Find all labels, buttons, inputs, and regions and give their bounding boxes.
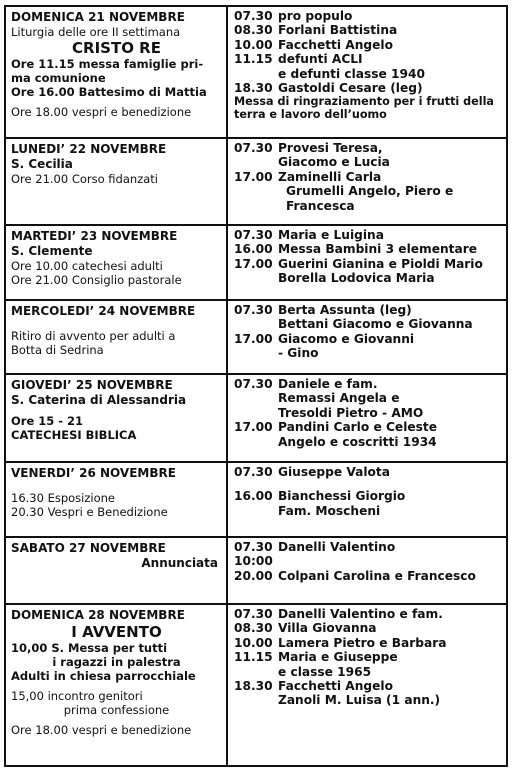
row-friday-right [228,463,506,538]
mass-entry: 17.00 Guerini Gianina e Pioldi Mario [234,256,483,271]
mass-entry: 17.00 Giacomo e Giovanni [234,331,415,346]
event-line: Adulti in chiesa parrocchiale [11,669,196,683]
mass-entry-cont: Francesca [286,198,355,213]
event-line: i ragazzi in palestra [52,655,181,669]
row-saturday-left [6,538,228,605]
mass-entry-cont: Zanoli M. Luisa (1 ann.) [278,693,441,708]
feast-title: CRISTO RE [72,39,161,57]
mass-entry: 07.30 Danelli Valentino [234,540,396,554]
event-line: Ore 11.15 messa famiglie pri- [11,57,204,71]
mass-entry-cont: - Gino [278,346,319,361]
event-line: Botta di Sedrina [11,343,104,357]
mass-entry: 16.00 Messa Bambini 3 elementare [234,242,477,257]
event-line: Ore 16.00 Battesimo di Mattia [11,85,207,99]
liturgy-note: Liturgia delle ore II settimana [11,25,181,39]
event-line: Ore 18.00 vespri e benedizione [11,723,192,737]
saint-name: S. Clemente [11,244,93,258]
mass-entry-cont: Tresoldi Pietro - AMO [278,405,424,420]
row-wednesday-left [6,301,228,375]
mass-entry: e defunti classe 1940 [278,66,425,81]
day-heading: SABATO 27 NOVEMBRE [11,541,166,555]
event-line: 20.30 Vespri e Benedizione [11,505,168,519]
row-tuesday-right [228,226,506,301]
mass-entry: 07.30 Provesi Teresa, [234,141,383,155]
row-thursday-left [6,375,228,463]
thanksgiving-note: Messa di ringraziamento per i frutti della terra e lavoro dell’uomo [234,95,494,122]
row-sunday-28-left [6,605,228,765]
mass-entry: 10.00 Facchetti Angelo [234,37,393,52]
mass-entry: 16.00 Bianchessi Giorgio [234,489,406,504]
day-heading: DOMENICA 21 NOVEMBRE [11,10,185,24]
mass-entry-cont: Angelo e coscritti 1934 [278,434,437,449]
day-heading: VENERDI’ 26 NOVEMBRE [11,466,176,480]
event-line: ma comunione [11,71,106,85]
event-line: Ore 21.00 Corso fidanzati [11,172,158,186]
saint-name: Annunciata [141,556,218,570]
mass-entry: 07.30 Maria e Luigina [234,228,384,242]
day-heading: MARTEDI’ 23 NOVEMBRE [11,229,178,243]
feast-title: I AVVENTO [71,623,162,641]
event-line: Ore 10.00 catechesi adulti [11,259,163,273]
mass-entry-cont: Grumelli Angelo, Piero e [286,184,454,199]
event-line: 15,00 incontro genitori [11,689,143,703]
mass-entry: 17.00 Zaminelli Carla [234,169,382,184]
row-wednesday-right [228,301,506,375]
mass-entry: 18.30 Facchetti Angelo [234,679,393,694]
mass-entry: 07.30 Berta Assunta (leg) [234,303,412,317]
mass-entry: 17.00 Pandini Carlo e Celeste [234,420,437,435]
event-line: Ritiro di avvento per adulti a [11,329,176,343]
row-sunday-21-right [228,7,506,139]
mass-entry: 07.30 Giuseppe Valota [234,465,390,479]
row-monday-left [6,139,228,226]
mass-entry-cont: Bettani Giacomo e Giovanna [278,317,473,332]
row-monday-right [228,139,506,226]
event-line: Ore 18.00 vespri e benedizione [11,105,192,119]
mass-entry: 11.15 Maria e Giuseppe [234,650,398,665]
mass-entry: 10:00 [234,554,273,569]
saint-name: S. Caterina di Alessandria [11,393,187,407]
day-heading: DOMENICA 28 NOVEMBRE [11,608,185,622]
day-heading: LUNEDI’ 22 NOVEMBRE [11,142,167,156]
mass-entry: 11.15 defunti ACLI [234,52,363,67]
day-heading: MERCOLEDI’ 24 NOVEMBRE [11,304,196,318]
event-line: Ore 15 - 21 [11,414,84,428]
mass-entry-cont: Fam. Moscheni [278,503,381,518]
mass-entry: 07.30 Danelli Valentino e fam. [234,607,443,621]
mass-entry-cont: e classe 1965 [278,664,372,679]
event-line: CATECHESI BIBLICA [11,428,137,442]
row-friday-left [6,463,228,538]
mass-entry: 18.30 Gastoldi Cesare (leg) [234,81,423,96]
mass-entry-cont: Remassi Angela e [278,391,400,406]
saint-name: S. Cecilia [11,157,73,171]
day-heading: GIOVEDI’ 25 NOVEMBRE [11,378,173,392]
mass-entry: 08.30 Forlani Battistina [234,23,398,38]
mass-entry: 10.00 Lamera Pietro e Barbara [234,635,447,650]
row-saturday-right [228,538,506,605]
mass-entry: 07.30 Daniele e fam. [234,377,378,391]
mass-entry: 20.00 Colpani Carolina e Francesco [234,568,476,583]
mass-entry-cont: Giacomo e Lucia [278,155,390,170]
row-sunday-21-left [6,7,228,139]
row-thursday-right [228,375,506,463]
event-line: Ore 21.00 Consiglio pastorale [11,273,182,287]
event-line: prima confessione [63,703,170,717]
row-tuesday-left [6,226,228,301]
event-line: 16.30 Esposizione [11,491,115,505]
weekly-schedule-table [4,5,508,767]
mass-entry-cont: Borella Lodovica Maria [278,271,435,286]
mass-entry: 08.30 Villa Giovanna [234,621,377,636]
row-sunday-28-right [228,605,506,765]
event-line: 10,00 S. Messa per tutti [11,641,168,655]
mass-entry: 07.30 pro populo [234,9,353,23]
